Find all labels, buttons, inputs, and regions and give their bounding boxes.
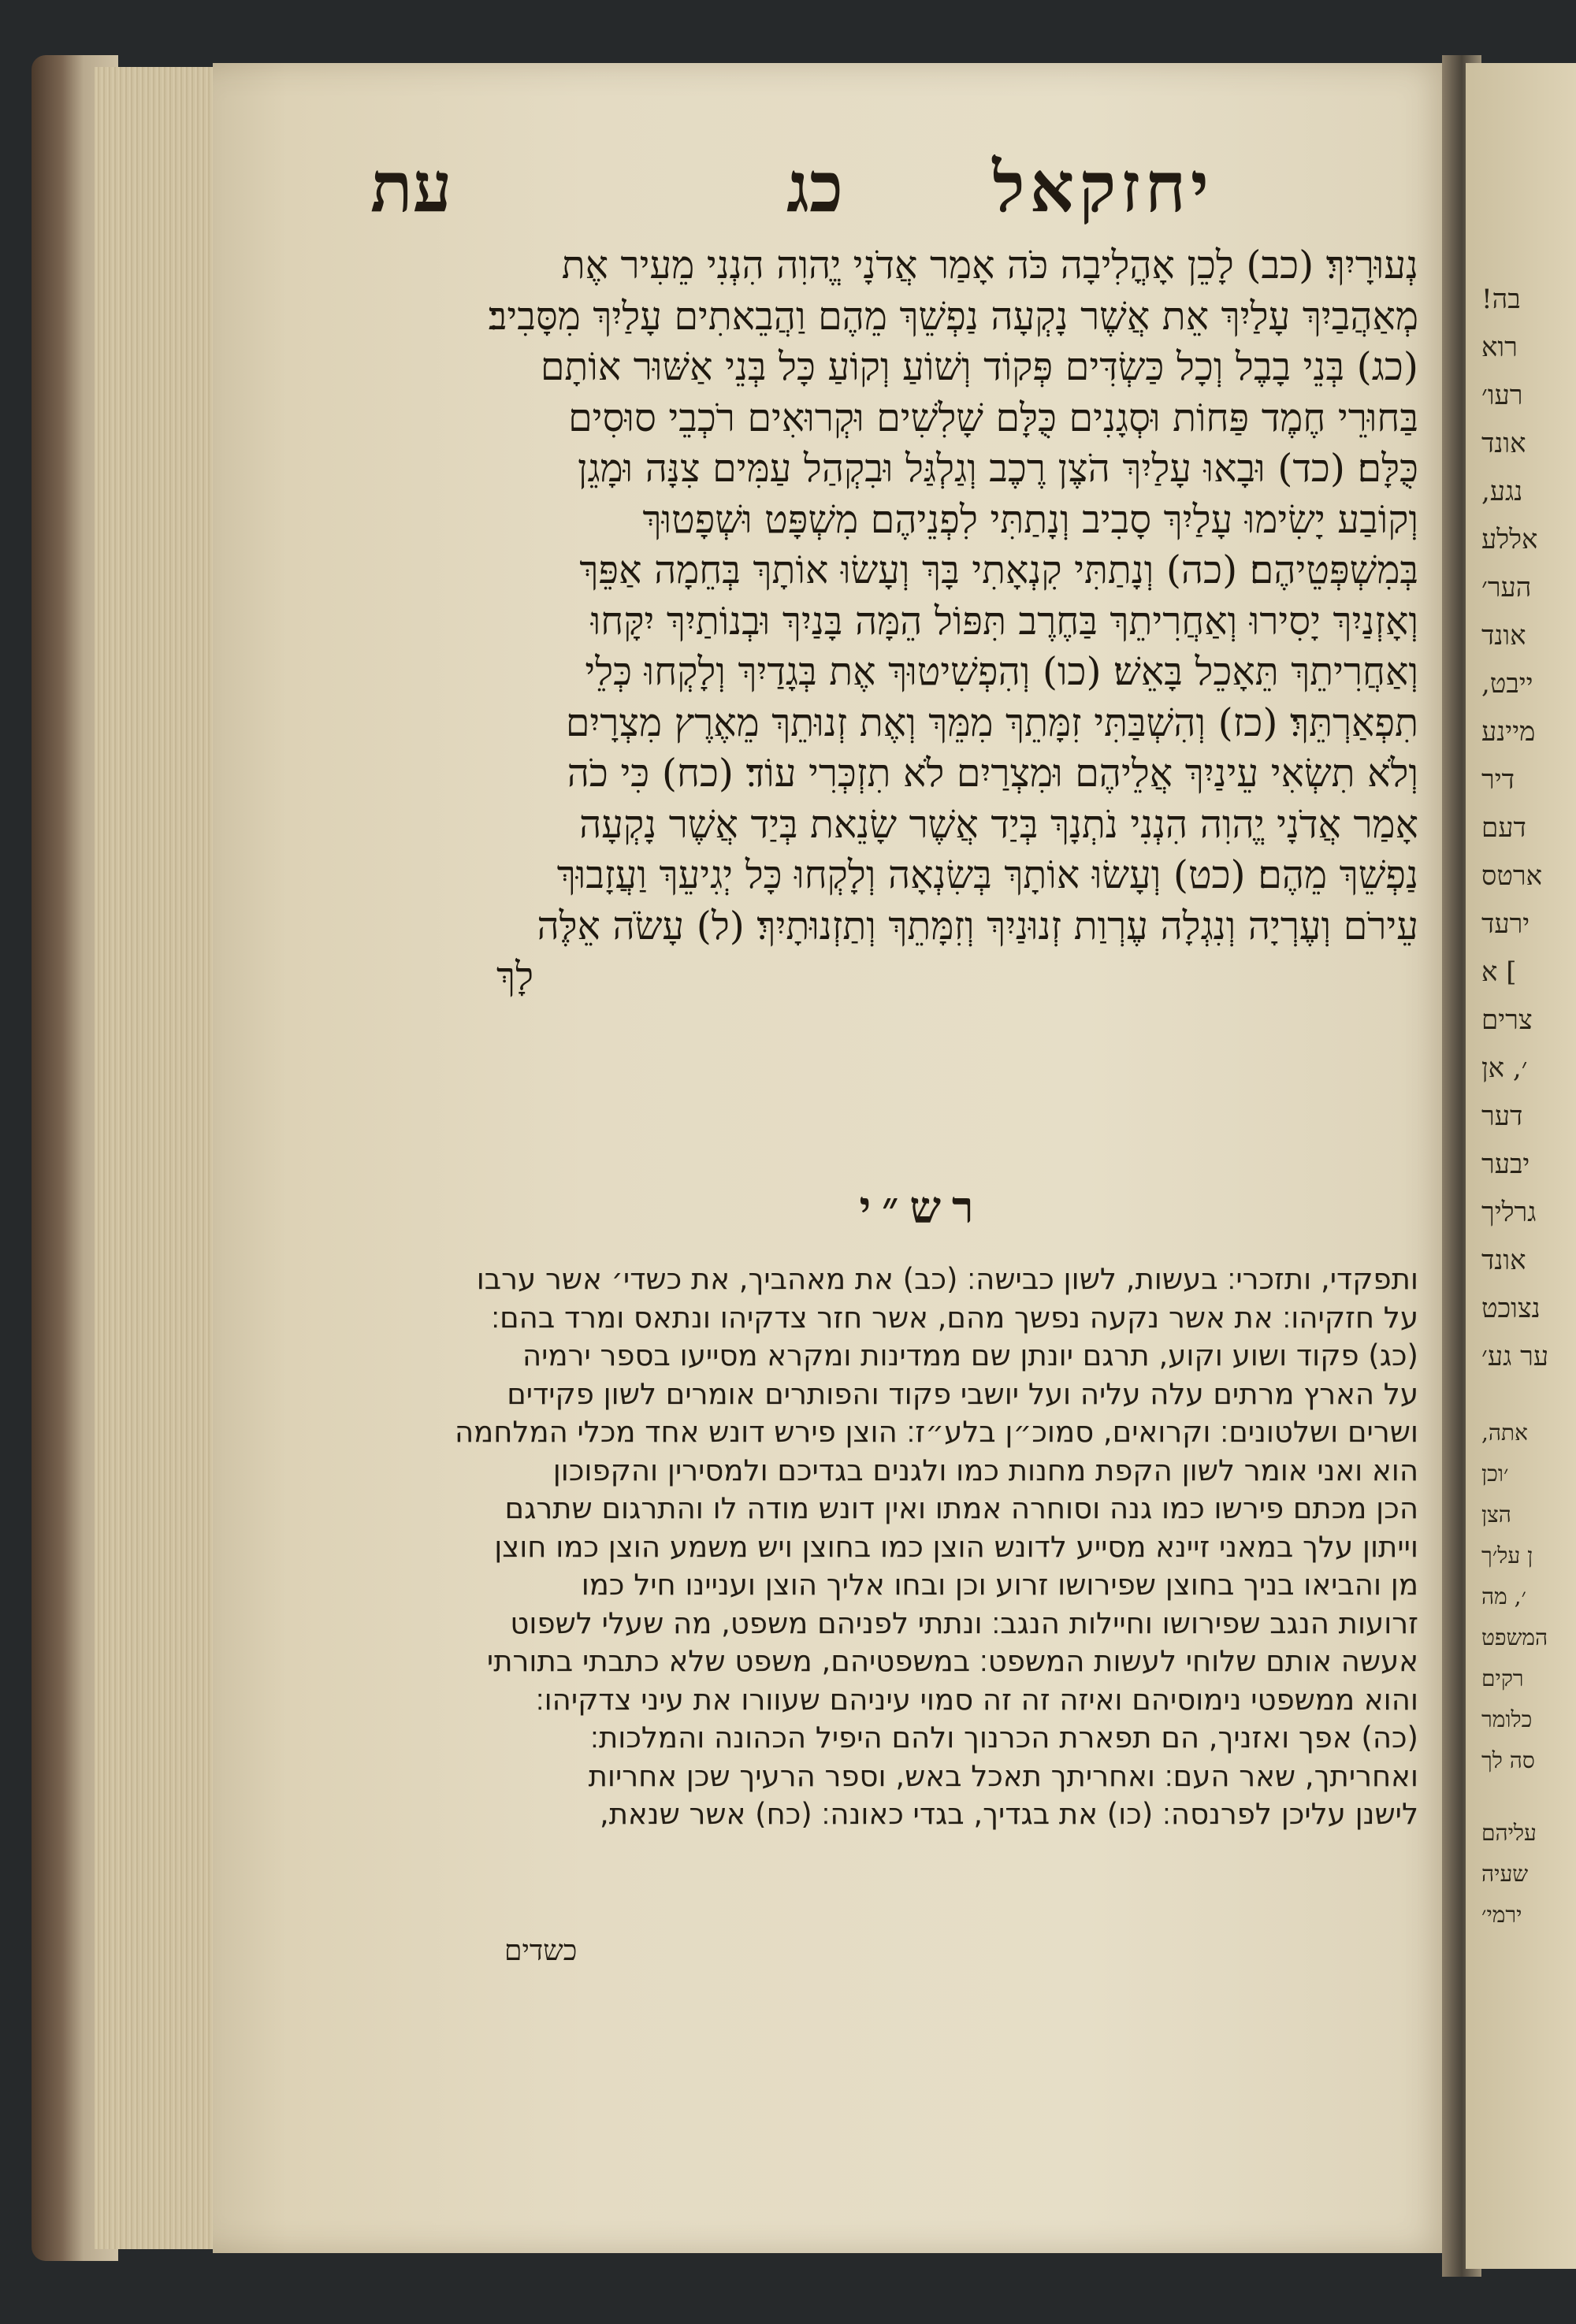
commentary-text-block <box>339 1260 1418 1954</box>
commentary-heading: רש״י <box>859 1182 985 1234</box>
scripture-line: מְאַהֲבַיִךְ עָלַיִךְ אֵת אֲשֶׁר נָקְעָה נַפְשֵׁךְ מֵהֶם וַהֲבֵאתִים עָלַיִךְ מִסָּבִיב׃ <box>488 293 1418 339</box>
commentary-line: והוא ממשפטי נימוסיהם ואיזה זה זה סמוי עיניהם שעוורו את עיני צדקיהו׃ <box>535 1682 1418 1717</box>
scripture-line: וְקוֹבַע יָשִׂימוּ עָלַיִךְ סָבִיב וְנָתַתִּי לִפְנֵיהֶם מִשְׁפָּט וּשְׁפָטוּךְ <box>642 496 1418 542</box>
right-page-fragment: המשפט <box>1481 1624 1548 1650</box>
scripture-line: תִפְאַרְתֵּךְ׃ (כז) וְהִשְׁבַּתִּי זִמָּתֵךְ מִמֵּךְ וְאֶת זְנוּתֵךְ מֵאֶרֶץ מִצְרָיִם <box>565 700 1418 745</box>
scripture-line: נְעוּרָיִךְ׃ (כב) לָכֵן אָהֳלִיבָה כֹּה אָמַר אֲדֹנָי יֱהוִה הִנְנִי מֵעִיר אֶת <box>561 243 1418 288</box>
right-page-fragment: ] א <box>1481 956 1517 988</box>
right-page-fragment: כלומר <box>1481 1706 1533 1732</box>
scripture-line: נַפְשֵׁךְ מֵהֶם׃ (כט) וְעָשׂוּ אוֹתָךְ בְּשִׂנְאָה וְלָקְחוּ כָּל יְגִיעֵךְ וַעֲזָבוּךְ <box>556 852 1418 897</box>
right-page-fragment: שעיה <box>1481 1861 1529 1887</box>
right-page-fragment: אונד <box>1481 1245 1526 1276</box>
commentary-line: ואחריתך, שאר העם׃ ואחריתך תאכל באש, וספר הרעיך שכן אחריות <box>588 1758 1418 1793</box>
scripture-line: וְאָזְנַיִךְ יָסִירוּ וְאַחֲרִיתֵךְ בַּחֶרֶב תִּפּוֹל הֵמָּה בָּנַיִךְ וּבְנוֹתַיִךְ יִקָּחוּ <box>590 598 1418 644</box>
right-page-fragment: ׳וכן <box>1481 1461 1509 1487</box>
right-page-fragment: ער גע׳ <box>1481 1341 1549 1372</box>
right-page-fragment: אללע <box>1481 524 1538 555</box>
right-page-fragment: ירמי׳ <box>1481 1902 1522 1928</box>
right-page-fragment: ׳, מה <box>1481 1583 1526 1609</box>
commentary-line: ותפקדי, ותזכרי׃ בעשות, לשון כבישה׃ (כב) את מאהביך, את כשדי׳ אשר ערבו <box>476 1262 1418 1296</box>
right-page-fragment: ירעד <box>1481 908 1530 940</box>
right-page-fragment: אתה, <box>1481 1420 1528 1446</box>
right-page-fragment: דער <box>1481 1101 1523 1132</box>
commentary-line: מן והביאו בניך בחוצן שפירושו זרוע וכן ובחו אליך הוצן ועניינו חיל כמו <box>581 1568 1418 1602</box>
chapter-number: כג <box>786 146 843 228</box>
right-page-fragment: סה לך <box>1481 1747 1535 1773</box>
commentary-line: זרועות הנגב שפירושו וחיילות הנגב׃ ונתתי לפניהם משפט, מה שעלי לשפוט <box>510 1606 1418 1640</box>
scripture-line: אָמַר אֲדֹנָי יֱהוִה הִנְנִי נֹתְנָךְ בְּיַד אֲשֶׁר שָׂנֵאת בְּיַד אֲשֶׁר נָקְעָה <box>579 801 1418 847</box>
scripture-line: (כג) בְּנֵי בָבֶל וְכָל כַּשְׂדִּים פְּקוֹד וְשׁוֹעַ וְקוֹעַ כָּל בְּנֵי אַשּׁוּר אוֹתָם <box>540 344 1418 389</box>
right-page-fragment: דיר <box>1481 764 1515 796</box>
right-page-fragment: נצוכט <box>1481 1293 1541 1324</box>
scripture-line: כֻּלָּם׃ (כד) וּבָאוּ עָלַיִךְ הֹצֶן רֶכֶב וְגַלְגַּל וּבִקְהַל עַמִּים צִנָּה וּמָגֵן <box>577 446 1418 491</box>
right-page-fragment <box>1466 1381 1576 1413</box>
right-page-fragment: צרים <box>1481 1004 1533 1036</box>
right-page-fragment: רעו׳ <box>1481 380 1523 411</box>
commentary-line: על חזקיהו׃ את אשר נקעה נפשך מהם, אשר חזר צדקיהו ונתאס ומרד בהם׃ <box>491 1300 1418 1335</box>
right-page-fragment: בה! <box>1481 284 1521 315</box>
right-page-fragment: רוא <box>1481 332 1518 363</box>
right-page-fragment: מיינע <box>1481 716 1536 748</box>
scripture-text-block <box>339 240 1418 1154</box>
right-page-fragment: יבער <box>1481 1149 1530 1180</box>
commentary-line: (כה) אפך ואזניך, הם תפארת הכרנוך ולהם היפיל הכהונה והמלכות׃ <box>590 1721 1418 1754</box>
right-page-fragment: ארטס <box>1481 860 1542 892</box>
page-edges <box>95 67 221 2249</box>
running-header <box>370 146 1395 232</box>
right-page-fragment: נגע, <box>1481 476 1523 507</box>
book-title: יחזקאל <box>992 146 1214 228</box>
folio-number: עת <box>370 146 452 228</box>
commentary-line: אעשה אותם שלוחי לעשות המשפט׃ במשפטיהם, משפט שלא כתבתי בתורתי <box>486 1644 1418 1678</box>
commentary-line: ושרים ושלטונים׃ וקרואים, סמוכ״ן בלע״ז׃ הוצן פירש דונש אחד מכלי המלחמה <box>454 1415 1418 1449</box>
right-page-fragment: אונד <box>1481 620 1526 652</box>
right-page-fragment: אונד <box>1481 428 1526 459</box>
right-page-fragment: גרליך <box>1481 1197 1537 1228</box>
commentary-line: הוא ואני אומר לשון הקפת מחנות כמו ולגנים בגדיכם ולמסירין והקפוכון <box>552 1453 1418 1487</box>
right-page-fragment: ׳, אן <box>1481 1052 1528 1084</box>
commentary-line: (כג) פקוד ושוע וקוע, תרגם יונתן שם ממדינות ומקרא מסייעו בספר ירמיה <box>522 1338 1418 1372</box>
catchword: כשדים <box>504 1935 578 1967</box>
right-page-fragment: דעם <box>1481 812 1526 844</box>
right-page-fragment <box>1466 1781 1576 1813</box>
scripture-line: לָךְ <box>496 954 533 999</box>
right-page-edge <box>1466 63 1576 2269</box>
right-page-fragment: ן על׳ך <box>1481 1543 1533 1569</box>
scripture-line: בַּחוּרֵי חֶמֶד פַּחוֹת וּסְגָנִים כֻּלָּם שָׁלִשִׁים וּקְרוּאִים רֹכְבֵי סוּסִים <box>568 395 1418 440</box>
commentary-line: הכן מכתם פירשו כמו גנה וסוחרה אמתו ואין דונש מודה לו והתרגום שתרגם <box>504 1491 1418 1525</box>
right-page-fragment: רקים <box>1481 1665 1524 1691</box>
commentary-line: על הארץ מרתים עלה עליה ועל יושבי פקוד והפותרים אומרים לשון פקידים <box>507 1376 1418 1411</box>
commentary-line: וייתון עלך במאני זיינא מסייע לדונש הוצן כמו בחוצן ויש משמע הוצן כמו חוצן <box>494 1529 1418 1564</box>
commentary-line: לישנן עליכן לפרנסה׃ (כו) את בגדיך, בגדי כאונה׃ (כח) אשר שנאת, <box>599 1797 1418 1831</box>
scripture-line: וְלֹא תִשְׂאִי עֵינַיִךְ אֲלֵיהֶם וּמִצְרַיִם לֹא תִזְכְּרִי עוֹד׃ (כח) כִּי כֹה <box>567 751 1418 796</box>
right-page-fragment: הער׳ <box>1481 572 1532 603</box>
right-page-fragment: הצן <box>1481 1502 1511 1528</box>
right-page-fragment: עליהם <box>1481 1820 1537 1846</box>
scripture-line: וְאַחֲרִיתֵךְ תֵּאָכֵל בָּאֵשׁ׃ (כו) וְהִפְשִׁיטוּךְ אֶת בְּגָדַיִךְ וְלָקְחוּ כְּלֵי <box>585 649 1418 694</box>
right-page-fragment: ייבט, <box>1481 668 1533 700</box>
scripture-line: בְּמִשְׁפְּטֵיהֶם׃ (כה) וְנָתַתִּי קִנְאָתִי בָּךְ וְעָשׂוּ אוֹתָךְ בְּחֵמָה אַפֵּךְ <box>579 548 1418 592</box>
scripture-line: עֵירֹם וְעֶרְיָה וְנִגְלָה עֶרְוַת זְנוּנַיִךְ וְזִמָּתֵךְ וְתַזְנוּתָיִךְ׃ (ל) עָשֹׂה אֵלֶּה <box>537 903 1418 949</box>
